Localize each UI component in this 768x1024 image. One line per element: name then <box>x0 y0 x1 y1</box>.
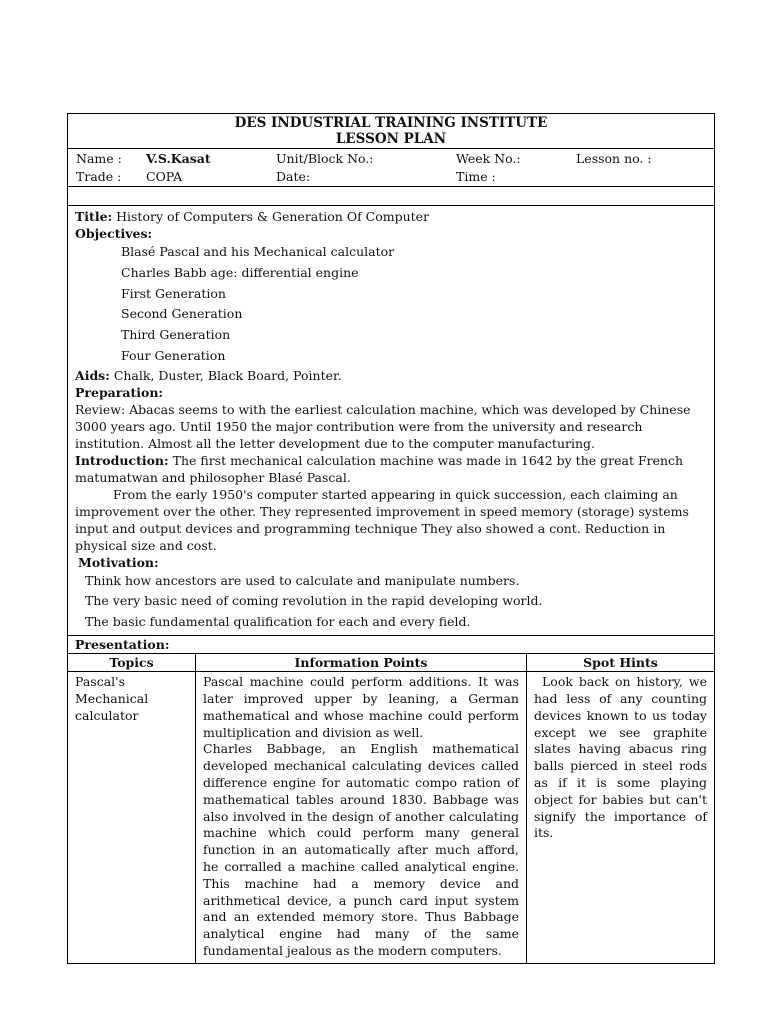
aids-text: Chalk, Duster, Black Board, Pointer. <box>109 367 342 383</box>
spot-hint-cell: Look back on history, we had less of any counting devices known to us today except we see graphite slates having abacus ring balls pierced in steel rods as if it is some playing object for babies but can't signify the importance of its. <box>534 674 707 841</box>
aids-line <box>75 367 706 384</box>
time-label: Time : <box>456 168 496 184</box>
lesson-plan-document <box>67 113 715 964</box>
lesson-body <box>68 205 714 635</box>
week-label: Week No.: <box>456 151 521 166</box>
motivation-item: Think how ancestors are used to calculate and manipulate numbers. <box>85 572 520 588</box>
name-label: Name : <box>76 151 122 166</box>
lesson-label: Lesson no. : <box>576 151 652 166</box>
introduction-label: Introduction: <box>75 452 169 468</box>
document-type: LESSON PLAN <box>335 131 447 147</box>
preparation-text: Review: Abacas seems to with the earliest calculation machine, which was developed by Chinese 3000 years ago. Until 1950 the major contribution were from the university and research institution. Almost all the letter development due to the computer manufacturing. <box>75 401 691 451</box>
motivation-item: The very basic need of coming revolution in the rapid developing world. <box>85 593 543 609</box>
objective-item: Four Generation <box>121 347 226 363</box>
presentation-table <box>67 653 715 964</box>
name-value: V.S.Kasat <box>146 151 211 166</box>
trade-value: COPA <box>146 168 183 184</box>
info-paragraph: Pascal machine could perform additions. It was later improved upper by leaning, a German mathematical and whose machine could perform multiplication and division as well. <box>203 674 519 740</box>
info-section <box>68 148 714 186</box>
date-label: Date: <box>276 168 311 184</box>
table-header-row <box>68 654 715 672</box>
document-header <box>68 114 714 148</box>
introduction-text: The first mechanical calculation machine was made in 1642 by the great French matumatwan and philosopher Blasé Pascal. <box>75 452 684 485</box>
trade-label: Trade : <box>76 168 122 184</box>
introduction-line <box>75 452 706 486</box>
title-line <box>75 208 706 225</box>
objective-item: Charles Babb age: differential engine <box>121 264 359 280</box>
title-label: Title: <box>75 209 113 224</box>
institute-name: DES INDUSTRIAL TRAINING INSTITUTE <box>234 115 548 131</box>
introduction-paragraph: From the early 1950's computer started appearing in quick succession, each claiming an improvement over the other. They represented improvement in speed memory (storage) systems input and output devices and programming technique They also showed a cont. Reduction in physical size and cost. <box>75 486 689 553</box>
spacer-row <box>68 186 714 205</box>
title-text: History of Computers & Generation Of Computer <box>112 209 430 224</box>
objective-item: Second Generation <box>121 306 243 322</box>
presentation-heading-row <box>68 635 714 653</box>
information-points-header: Information Points <box>196 654 527 672</box>
motivation-heading: Motivation: <box>78 554 159 570</box>
objective-item: Third Generation <box>121 327 231 343</box>
objective-item: Blasé Pascal and his Mechanical calculator <box>121 244 395 259</box>
objectives-heading: Objectives: <box>75 226 153 241</box>
topics-header: Topics <box>68 654 196 672</box>
motivation-item: The basic fundamental qualification for each and every field. <box>85 613 471 629</box>
aids-label: Aids: <box>75 367 110 383</box>
topic-cell: Pascal's Mechanical calculator <box>75 674 149 723</box>
preparation-heading: Preparation: <box>75 384 164 400</box>
spot-hints-header: Spot Hints <box>527 654 715 672</box>
unit-block-label: Unit/Block No.: <box>276 151 374 166</box>
info-paragraph: Charles Babbage, an English mathematical developed mechanical calculating devices called difference engine for automatic compo ration of mathematical tables around 1830. Babbage was also involved in the design of another calculating machine which could perform many general function in an automatically after much afford, he corralled a machine called analytical engine. This machine had a memory device and arithmetical device, a punch card input system and an extended memory store. Thus Babbage analytical engine had many of the same fundamental jealous as the modern computers. <box>203 741 519 959</box>
presentation-heading: Presentation: <box>75 637 170 653</box>
table-row <box>68 672 715 964</box>
objective-item: First Generation <box>121 285 226 301</box>
